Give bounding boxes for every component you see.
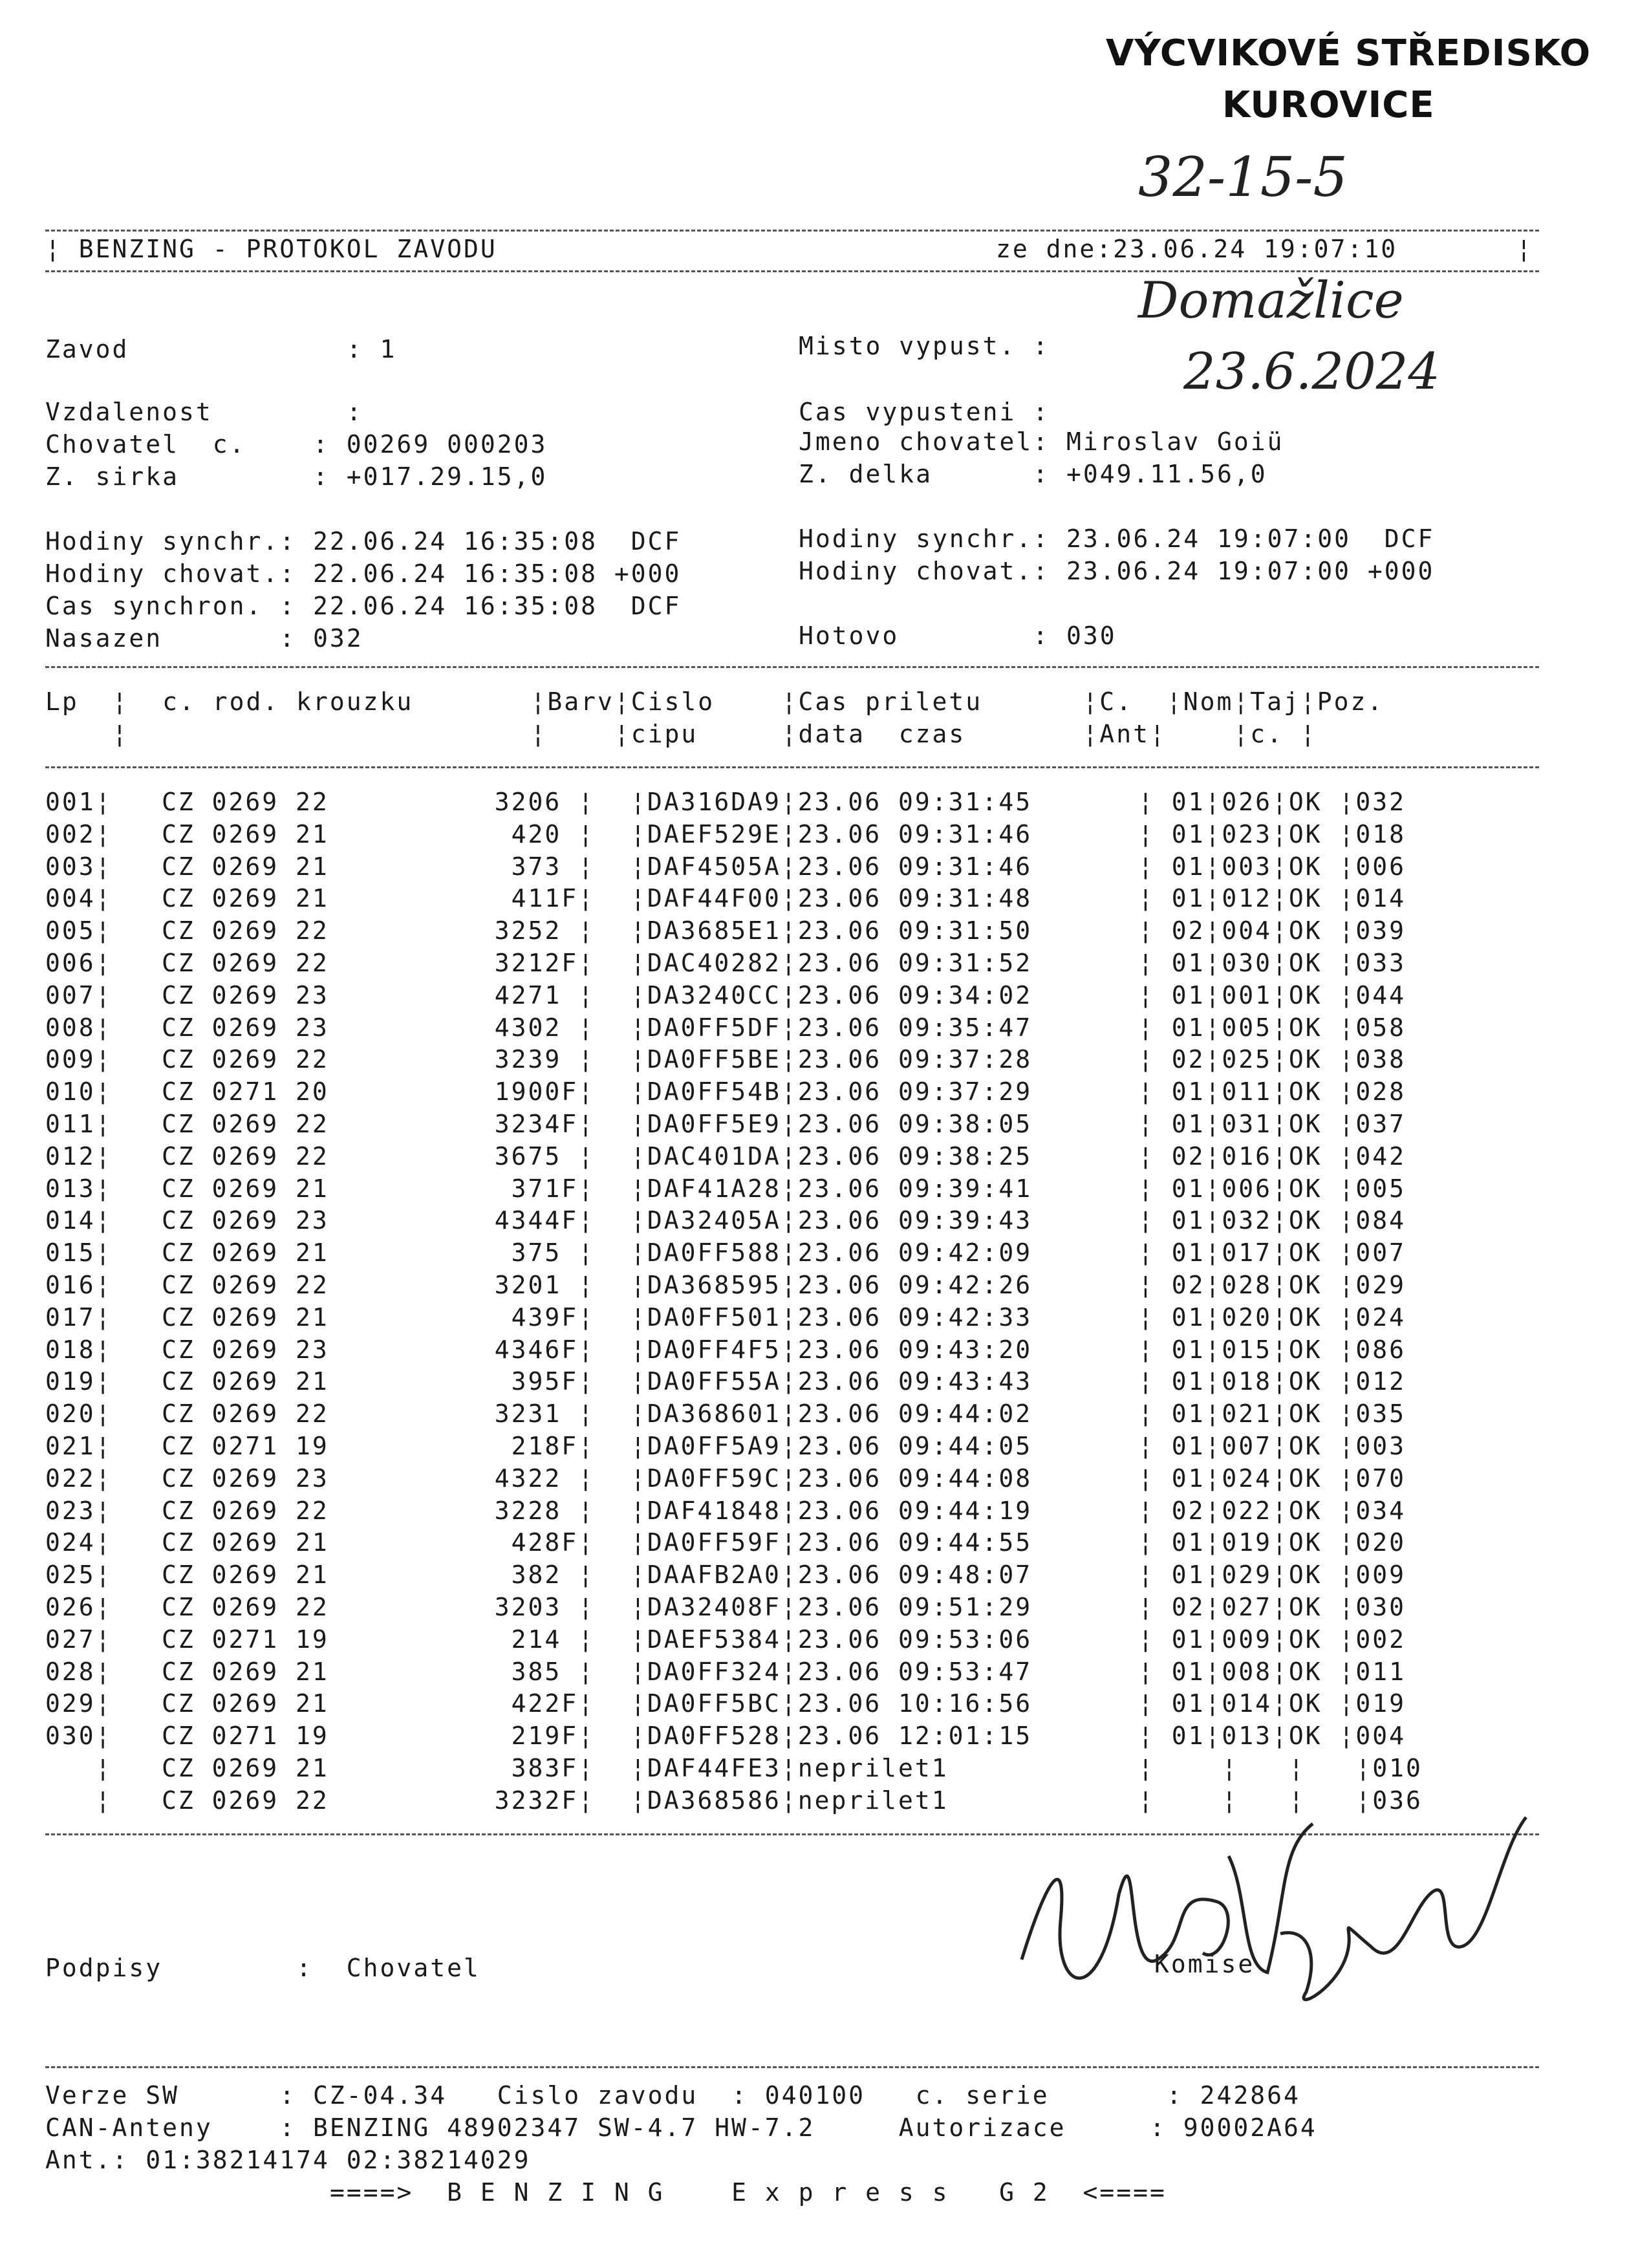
- row-position: 005¦: [45, 916, 113, 945]
- chip-and-time: ¦DA3240CC¦23.06 09:34:02: [630, 980, 1033, 1010]
- birds-basketed: Nasazen : 032: [45, 624, 363, 653]
- antenna-rank-poz: ¦ 01¦029¦OK ¦009: [1138, 1561, 1406, 1590]
- ring-suffix: 214 ¦: [511, 1625, 595, 1654]
- antenna-rank-poz: ¦ 02¦022¦OK ¦034: [1138, 1496, 1406, 1525]
- antenna-rank-poz: ¦ 01¦019¦OK ¦020: [1138, 1528, 1406, 1557]
- row-position: 026¦: [45, 1593, 113, 1621]
- ring-number: CZ 0269 23: [162, 1013, 329, 1042]
- ring-number: CZ 0269 21: [162, 1302, 329, 1332]
- row-position: ¦: [45, 1754, 113, 1782]
- ring-suffix: 3675 ¦: [494, 1141, 595, 1171]
- chip-and-time: ¦DA32405A¦23.06 09:39:43: [630, 1206, 1033, 1235]
- chip-and-time: ¦DA0FF55A¦23.06 09:43:43: [630, 1367, 1033, 1396]
- row-position: 021¦: [45, 1432, 113, 1460]
- row-position: 013¦: [45, 1174, 113, 1203]
- row-position: 001¦: [45, 788, 113, 816]
- release-time: Cas vypusteni :: [799, 398, 1050, 426]
- header-end-mark: ¦: [1516, 235, 1533, 263]
- chip-and-time: ¦DAEF5384¦23.06 09:53:06: [630, 1625, 1033, 1654]
- row-position: 006¦: [45, 949, 113, 977]
- ring-number: CZ 0269 22: [162, 1271, 329, 1299]
- antenna-rank-poz: ¦ ¦ ¦ ¦036: [1138, 1786, 1423, 1815]
- row-position: 015¦: [45, 1238, 113, 1268]
- ring-suffix: 4271 ¦: [494, 980, 595, 1010]
- ring-suffix: 4322 ¦: [494, 1463, 595, 1493]
- row-position: 017¦: [45, 1302, 113, 1332]
- chip-and-time: ¦DA0FF4F5¦23.06 09:43:20: [630, 1335, 1033, 1364]
- ring-number: CZ 0269 21: [162, 1367, 329, 1396]
- footer-software: Verze SW : CZ-04.34 Cislo zavodu : 040100 c. serie : 242864: [45, 2081, 1300, 2110]
- ring-suffix: 218F¦: [511, 1432, 595, 1460]
- antenna-rank-poz: ¦ 01¦026¦OK ¦032: [1138, 788, 1406, 816]
- antenna-rank-poz: ¦ 01¦031¦OK ¦037: [1138, 1110, 1406, 1138]
- clock-breeder-left: Hodiny chovat.: 22.06.24 16:35:08 +000: [45, 559, 682, 588]
- ring-number: CZ 0269 21: [162, 1561, 329, 1590]
- clock-sync-right: Hodiny synchr.: 23.06.24 19:07:00 DCF: [799, 524, 1435, 553]
- row-position: 011¦: [45, 1110, 113, 1138]
- stamp-line-1: VÝCVIKOVÉ STŘEDISKO: [1106, 32, 1591, 74]
- row-position: 007¦: [45, 980, 113, 1010]
- table-header-line-2: ¦ ¦ ¦cipu ¦data czas ¦Ant¦ ¦c. ¦: [45, 720, 1317, 748]
- row-position: 016¦: [45, 1271, 113, 1299]
- ring-suffix: 383F¦: [511, 1754, 595, 1782]
- row-position: 020¦: [45, 1399, 113, 1429]
- divider: [45, 270, 1539, 272]
- ring-number: CZ 0269 23: [162, 980, 329, 1010]
- ring-suffix: 3234F¦: [494, 1110, 595, 1138]
- ring-number: CZ 0269 21: [162, 819, 329, 848]
- antenna-rank-poz: ¦ 02¦028¦OK ¦029: [1138, 1271, 1406, 1299]
- antenna-rank-poz: ¦ 02¦004¦OK ¦039: [1138, 916, 1406, 945]
- distance: Vzdalenost :: [45, 398, 363, 426]
- antenna-rank-poz: ¦ 01¦021¦OK ¦035: [1138, 1399, 1406, 1429]
- antenna-rank-poz: ¦ 01¦005¦OK ¦058: [1138, 1013, 1406, 1042]
- ring-number: CZ 0269 23: [162, 1335, 329, 1364]
- antenna-rank-poz: ¦ 01¦003¦OK ¦006: [1138, 852, 1406, 881]
- ring-suffix: 375 ¦: [511, 1238, 595, 1268]
- row-position: ¦: [45, 1786, 113, 1815]
- antenna-rank-poz: ¦ 01¦012¦OK ¦014: [1138, 884, 1406, 913]
- chip-and-time: ¦DA0FF5BE¦23.06 09:37:28: [630, 1045, 1033, 1074]
- ring-suffix: 371F¦: [511, 1174, 595, 1203]
- ring-number: CZ 0269 23: [162, 1463, 329, 1493]
- antenna-rank-poz: ¦ 01¦001¦OK ¦044: [1138, 980, 1406, 1010]
- ring-suffix: 385 ¦: [511, 1657, 595, 1686]
- antenna-rank-poz: ¦ 01¦024¦OK ¦070: [1138, 1463, 1406, 1493]
- chip-and-time: ¦DA316DA9¦23.06 09:31:45: [630, 788, 1033, 816]
- chip-and-time: ¦DA32408F¦23.06 09:51:29: [630, 1593, 1033, 1621]
- report-title: ¦ BENZING - PROTOKOL ZAVODU: [45, 235, 497, 263]
- breeder-number: Chovatel c. : 00269 000203: [45, 430, 548, 459]
- stamp-line-2: KUROVICE: [1222, 84, 1435, 126]
- antenna-rank-poz: ¦ 01¦015¦OK ¦086: [1138, 1335, 1406, 1364]
- ring-number: CZ 0269 21: [162, 1528, 329, 1557]
- ring-number: CZ 0269 22: [162, 916, 329, 945]
- row-position: 014¦: [45, 1206, 113, 1235]
- row-position: 002¦: [45, 819, 113, 848]
- chip-and-time: ¦DA0FF501¦23.06 09:42:33: [630, 1302, 1033, 1332]
- ring-suffix: 3212F¦: [494, 949, 595, 977]
- chip-and-time: ¦DAF44FE3¦neprilet1: [630, 1754, 949, 1782]
- row-position: 008¦: [45, 1013, 113, 1042]
- divider: [45, 666, 1539, 668]
- antenna-rank-poz: ¦ 01¦023¦OK ¦018: [1138, 819, 1406, 848]
- ring-suffix: 3231 ¦: [494, 1399, 595, 1429]
- signatures-label: Podpisy : Chovatel: [45, 1954, 480, 1982]
- row-position: 019¦: [45, 1367, 113, 1396]
- ring-suffix: 373 ¦: [511, 852, 595, 881]
- ring-suffix: 3203 ¦: [494, 1593, 595, 1621]
- antenna-rank-poz: ¦ ¦ ¦ ¦010: [1138, 1754, 1423, 1782]
- footer-ant-ids: Ant.: 01:38214174 02:38214029: [45, 2146, 531, 2174]
- antenna-rank-poz: ¦ 01¦013¦OK ¦004: [1138, 1722, 1406, 1751]
- ring-suffix: 3228 ¦: [494, 1496, 595, 1525]
- chip-and-time: ¦DAF4505A¦23.06 09:31:46: [630, 852, 1033, 881]
- ring-number: CZ 0269 23: [162, 1206, 329, 1235]
- antenna-rank-poz: ¦ 01¦017¦OK ¦007: [1138, 1238, 1406, 1268]
- row-position: 027¦: [45, 1625, 113, 1654]
- chip-and-time: ¦DA368586¦neprilet1: [630, 1786, 949, 1815]
- chip-and-time: ¦DA0FF528¦23.06 12:01:15: [630, 1722, 1033, 1751]
- ring-number: CZ 0269 21: [162, 1657, 329, 1686]
- ring-suffix: 219F¦: [511, 1722, 595, 1751]
- chip-and-time: ¦DA0FF5BC¦23.06 10:16:56: [630, 1689, 1033, 1718]
- ring-suffix: 3239 ¦: [494, 1045, 595, 1074]
- ring-suffix: 420 ¦: [511, 819, 595, 848]
- ring-suffix: 4344F¦: [494, 1206, 595, 1235]
- chip-and-time: ¦DAF41848¦23.06 09:44:19: [630, 1496, 1033, 1525]
- ring-suffix: 428F¦: [511, 1528, 595, 1557]
- handwritten-code: 32-15-5: [1138, 146, 1348, 209]
- chip-and-time: ¦DAEF529E¦23.06 09:31:46: [630, 819, 1033, 848]
- chip-and-time: ¦DA0FF588¦23.06 09:42:09: [630, 1238, 1033, 1268]
- row-position: 028¦: [45, 1657, 113, 1686]
- footer-brand: ====> B E N Z I N G E x p r e s s G 2 <====: [330, 2178, 1167, 2207]
- longitude: Z. delka : +049.11.56,0: [799, 460, 1267, 488]
- ring-number: CZ 0269 21: [162, 1238, 329, 1268]
- race-number: Zavod : 1: [45, 335, 397, 363]
- row-position: 010¦: [45, 1077, 113, 1107]
- ring-suffix: 1900F¦: [494, 1077, 595, 1107]
- antenna-rank-poz: ¦ 01¦030¦OK ¦033: [1138, 949, 1406, 977]
- chip-and-time: ¦DA0FF5E9¦23.06 09:38:05: [630, 1110, 1033, 1138]
- ring-suffix: 3252 ¦: [494, 916, 595, 945]
- divider: [45, 2066, 1539, 2068]
- ring-number: CZ 0269 21: [162, 852, 329, 881]
- antenna-rank-poz: ¦ 01¦018¦OK ¦012: [1138, 1367, 1406, 1396]
- ring-suffix: 395F¦: [511, 1367, 595, 1396]
- antenna-rank-poz: ¦ 01¦020¦OK ¦024: [1138, 1302, 1406, 1332]
- ring-number: CZ 0269 22: [162, 1593, 329, 1621]
- ring-number: CZ 0271 19: [162, 1722, 329, 1751]
- handwritten-place: Domažlice: [1138, 272, 1404, 330]
- chip-and-time: ¦DA0FF5DF¦23.06 09:35:47: [630, 1013, 1033, 1042]
- ring-number: CZ 0269 22: [162, 1786, 329, 1815]
- clock-sync-left: Hodiny synchr.: 22.06.24 16:35:08 DCF: [45, 527, 682, 556]
- row-position: 025¦: [45, 1561, 113, 1590]
- ring-number: CZ 0269 22: [162, 1110, 329, 1138]
- antenna-rank-poz: ¦ 01¦032¦OK ¦084: [1138, 1206, 1406, 1235]
- antenna-rank-poz: ¦ 02¦016¦OK ¦042: [1138, 1141, 1406, 1171]
- clock-sync-time: Cas synchron. : 22.06.24 16:35:08 DCF: [45, 592, 682, 620]
- ring-suffix: 3232F¦: [494, 1786, 595, 1815]
- ring-suffix: 4346F¦: [494, 1335, 595, 1364]
- antenna-rank-poz: ¦ 01¦014¦OK ¦019: [1138, 1689, 1406, 1718]
- row-position: 004¦: [45, 884, 113, 913]
- chip-and-time: ¦DAAFB2A0¦23.06 09:48:07: [630, 1561, 1033, 1590]
- chip-and-time: ¦DA0FF59F¦23.06 09:44:55: [630, 1528, 1033, 1557]
- chip-and-time: ¦DA0FF54B¦23.06 09:37:29: [630, 1077, 1033, 1107]
- report-date: ze dne:23.06.24 19:07:10: [996, 235, 1398, 263]
- row-position: 023¦: [45, 1496, 113, 1525]
- divider: [45, 230, 1539, 232]
- antenna-rank-poz: ¦ 01¦011¦OK ¦028: [1138, 1077, 1406, 1107]
- ring-number: CZ 0271 20: [162, 1077, 329, 1107]
- clock-breeder-right: Hodiny chovat.: 23.06.24 19:07:00 +000: [799, 557, 1435, 585]
- row-position: 024¦: [45, 1528, 113, 1557]
- row-position: 003¦: [45, 852, 113, 881]
- row-position: 009¦: [45, 1045, 113, 1074]
- chip-and-time: ¦DA3685E1¦23.06 09:31:50: [630, 916, 1033, 945]
- ring-suffix: 3201 ¦: [494, 1271, 595, 1299]
- ring-suffix: 422F¦: [511, 1689, 595, 1718]
- chip-and-time: ¦DA0FF5A9¦23.06 09:44:05: [630, 1432, 1033, 1460]
- handwritten-date: 23.6.2024: [1183, 343, 1440, 401]
- release-place: Misto vypust. :: [799, 332, 1050, 360]
- ring-suffix: 382 ¦: [511, 1561, 595, 1590]
- antenna-rank-poz: ¦ 02¦025¦OK ¦038: [1138, 1045, 1406, 1074]
- ring-number: CZ 0269 22: [162, 949, 329, 977]
- row-position: 029¦: [45, 1689, 113, 1718]
- breeder-name: Jmeno chovatel: Miroslav Goiü: [799, 427, 1284, 456]
- ring-suffix: 439F¦: [511, 1302, 595, 1332]
- ring-number: CZ 0269 22: [162, 1496, 329, 1525]
- ring-number: CZ 0269 21: [162, 1754, 329, 1782]
- ring-number: CZ 0271 19: [162, 1432, 329, 1460]
- ring-number: CZ 0269 22: [162, 1399, 329, 1429]
- chip-and-time: ¦DAC401DA¦23.06 09:38:25: [630, 1141, 1033, 1171]
- ring-number: CZ 0269 21: [162, 1689, 329, 1718]
- row-position: 030¦: [45, 1722, 113, 1751]
- antenna-rank-poz: ¦ 01¦007¦OK ¦003: [1138, 1432, 1406, 1460]
- ring-number: CZ 0269 22: [162, 1141, 329, 1171]
- latitude: Z. sirka : +017.29.15,0: [45, 462, 548, 491]
- chip-and-time: ¦DA0FF59C¦23.06 09:44:08: [630, 1463, 1033, 1493]
- divider: [45, 766, 1539, 768]
- footer-antennas: CAN-Anteny : BENZING 48902347 SW-4.7 HW-7.2 Autorizace : 90002A64: [45, 2113, 1317, 2142]
- commission-label: Komise: [1154, 1950, 1255, 1978]
- ring-number: CZ 0269 21: [162, 1174, 329, 1203]
- row-position: 012¦: [45, 1141, 113, 1171]
- ring-suffix: 3206 ¦: [494, 788, 595, 816]
- row-position: 022¦: [45, 1463, 113, 1493]
- antenna-rank-poz: ¦ 01¦008¦OK ¦011: [1138, 1657, 1406, 1686]
- birds-finished: Hotovo : 030: [799, 621, 1117, 650]
- antenna-rank-poz: ¦ 01¦009¦OK ¦002: [1138, 1625, 1406, 1654]
- ring-number: CZ 0269 22: [162, 1045, 329, 1074]
- antenna-rank-poz: ¦ 02¦027¦OK ¦030: [1138, 1593, 1406, 1621]
- chip-and-time: ¦DAC40282¦23.06 09:31:52: [630, 949, 1033, 977]
- row-position: 018¦: [45, 1335, 113, 1364]
- chip-and-time: ¦DA368601¦23.06 09:44:02: [630, 1399, 1033, 1429]
- ring-suffix: 411F¦: [511, 884, 595, 913]
- chip-and-time: ¦DA0FF324¦23.06 09:53:47: [630, 1657, 1033, 1686]
- chip-and-time: ¦DA368595¦23.06 09:42:26: [630, 1271, 1033, 1299]
- table-header-line-1: Lp ¦ c. rod. krouzku ¦Barv¦Cislo ¦Cas priletu ¦C. ¦Nom¦Taj¦Poz.: [45, 687, 1385, 716]
- ring-number: CZ 0271 19: [162, 1625, 329, 1654]
- ring-number: CZ 0269 21: [162, 884, 329, 913]
- chip-and-time: ¦DAF41A28¦23.06 09:39:41: [630, 1174, 1033, 1203]
- ring-number: CZ 0269 22: [162, 788, 329, 816]
- chip-and-time: ¦DAF44F00¦23.06 09:31:48: [630, 884, 1033, 913]
- ring-suffix: 4302 ¦: [494, 1013, 595, 1042]
- antenna-rank-poz: ¦ 01¦006¦OK ¦005: [1138, 1174, 1406, 1203]
- signature-scribble: [1009, 1798, 1539, 2031]
